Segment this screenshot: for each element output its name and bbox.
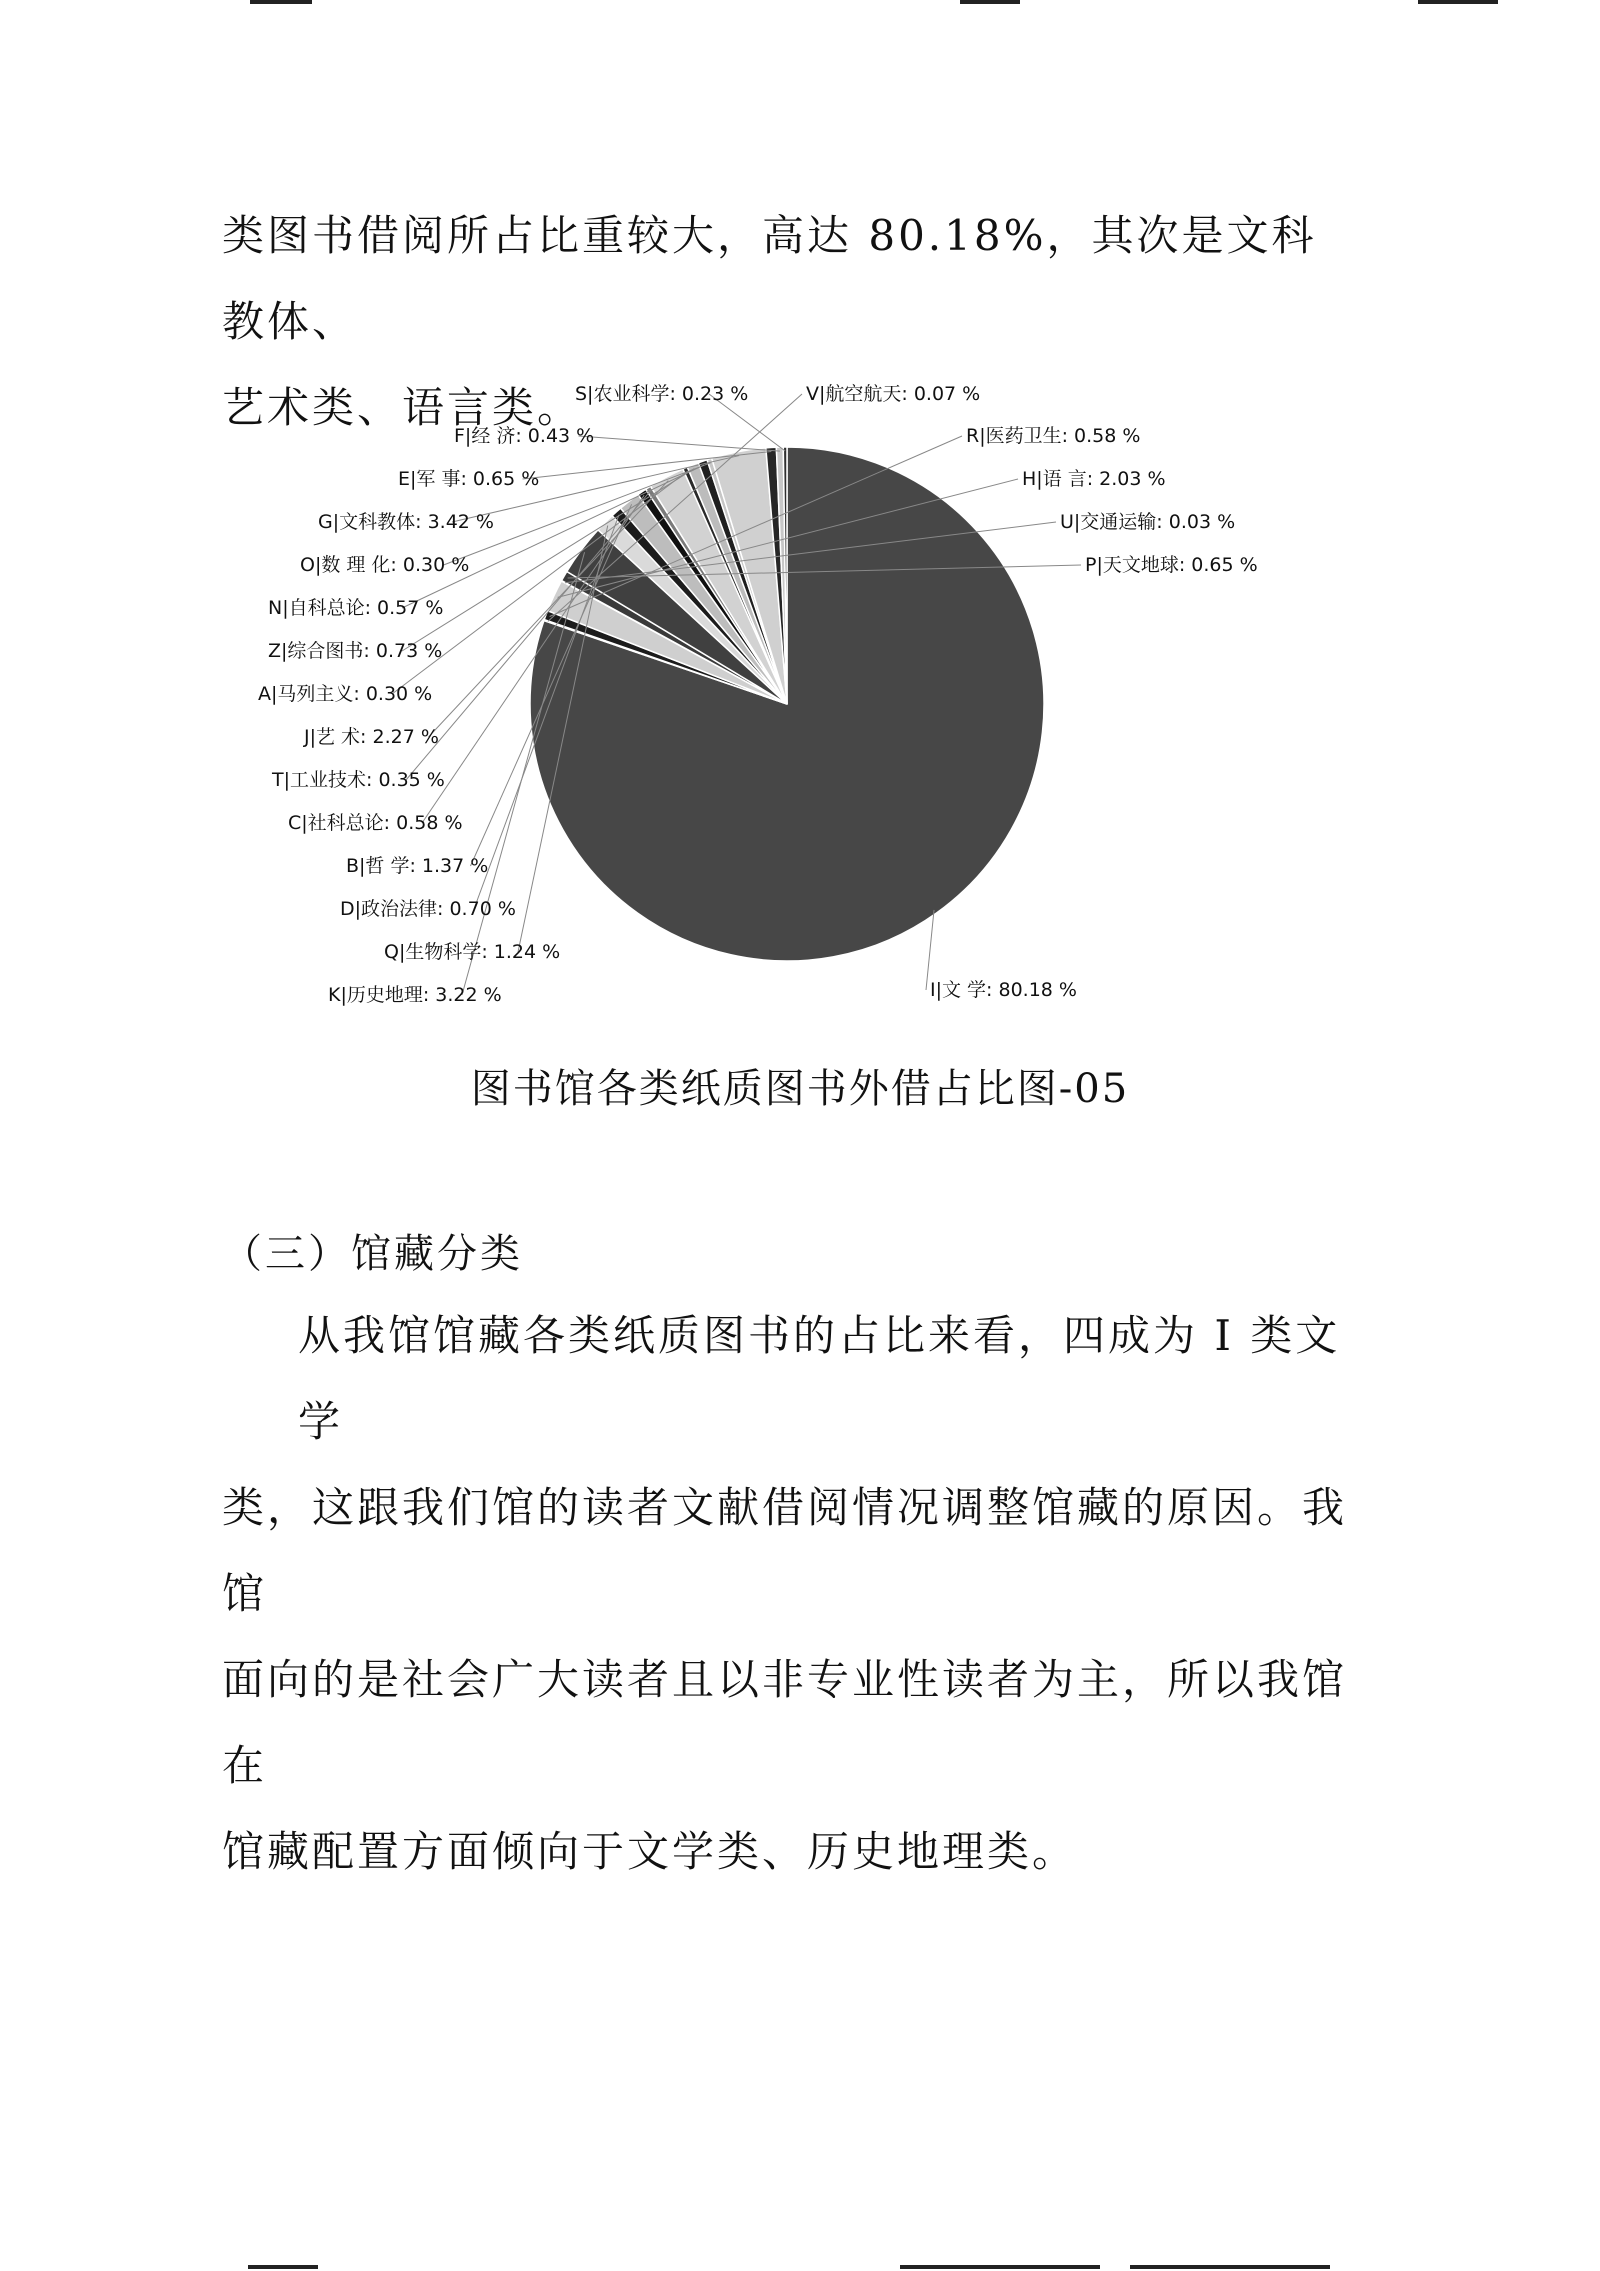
slice-label: B|哲 学: 1.37 % xyxy=(346,855,489,877)
scan-edge-mark xyxy=(248,2265,318,2269)
slice-label: S|农业科学: 0.23 % xyxy=(575,383,749,405)
body-line-3: 面向的是社会广大读者且以非专业性读者为主，所以我馆在 xyxy=(222,1655,1348,1790)
slice-label: C|社科总论: 0.58 % xyxy=(288,812,463,834)
body-line-1: 从我馆馆藏各类纸质图书的占比来看，四成为 I 类文学 xyxy=(298,1311,1341,1446)
scan-edge-mark xyxy=(960,0,1020,4)
slice-label: I|文 学: 80.18 % xyxy=(930,979,1077,1001)
slice-label: U|交通运输: 0.03 % xyxy=(1060,511,1236,533)
scan-edge-mark xyxy=(900,2265,1100,2269)
slice-label: J|艺 术: 2.27 % xyxy=(304,726,439,748)
body-line-2: 类，这跟我们馆的读者文献借阅情况调整馆藏的原因。我馆 xyxy=(222,1483,1348,1618)
slice-label: K|历史地理: 3.22 % xyxy=(328,984,502,1006)
leader-line xyxy=(579,436,780,451)
slice-label: T|工业技术: 0.35 % xyxy=(272,769,445,791)
body-paragraph xyxy=(222,1293,1352,1895)
slice-label: P|天文地球: 0.65 % xyxy=(1085,554,1258,576)
section-heading: （三）馆藏分类 xyxy=(222,1231,523,1277)
pie-chart xyxy=(0,0,1600,1045)
slice-label: F|经 济: 0.43 % xyxy=(454,425,595,447)
slice-label: A|马列主义: 0.30 % xyxy=(258,683,433,705)
scan-edge-mark xyxy=(1130,2265,1330,2269)
leader-line xyxy=(926,910,934,990)
slice-label: O|数 理 化: 0.30 % xyxy=(300,554,470,576)
slice-label: D|政治法律: 0.70 % xyxy=(340,898,516,920)
slice-label: Z|综合图书: 0.73 % xyxy=(268,640,443,662)
scan-edge-mark xyxy=(250,0,312,4)
slice-label: H|语 言: 2.03 % xyxy=(1022,468,1166,490)
pie-slices xyxy=(530,447,1044,961)
intro-line-1: 类图书借阅所占比重较大，高达 80.18%，其次是文科教体、 xyxy=(222,211,1317,346)
intro-line-2: 艺术类、语言类。 xyxy=(222,383,583,432)
slice-label: E|军 事: 0.65 % xyxy=(398,468,540,490)
figure-caption: 图书馆各类纸质图书外借占比图-05 xyxy=(470,1066,1130,1112)
body-line-4: 馆藏配置方面倾向于文学类、历史地理类。 xyxy=(222,1827,1078,1876)
slice-label: V|航空航天: 0.07 % xyxy=(806,383,981,405)
slice-label: R|医药卫生: 0.58 % xyxy=(966,425,1141,447)
slice-label: N|自科总论: 0.57 % xyxy=(268,597,444,619)
slice-label: G|文科教体: 3.42 % xyxy=(318,511,494,533)
scan-edge-mark xyxy=(1418,0,1498,4)
slice-label: Q|生物科学: 1.24 % xyxy=(384,941,561,963)
